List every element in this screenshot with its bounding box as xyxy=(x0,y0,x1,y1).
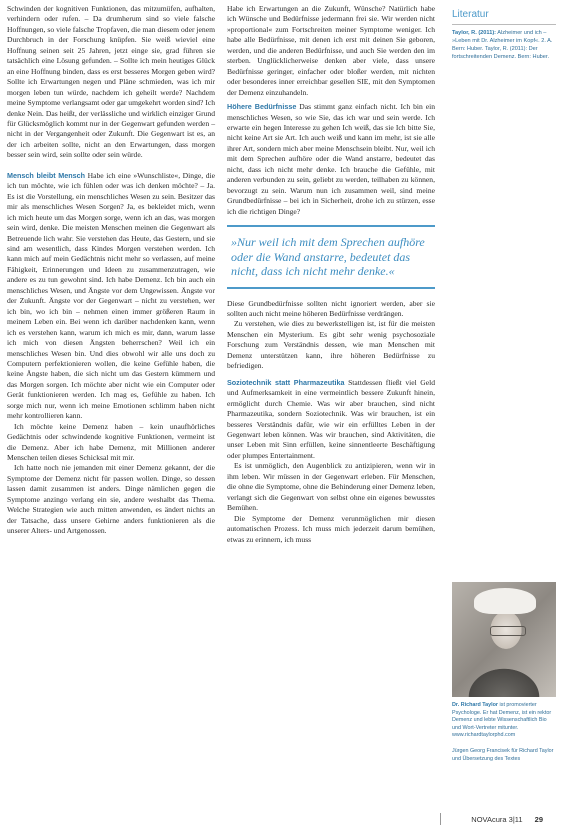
photo-glasses xyxy=(490,626,526,636)
section-heading: Soziotechnik statt Pharmazeutika xyxy=(227,377,345,387)
paragraph: Höhere Bedürfnisse Das stimmt ganz einfach nicht. Ich bin ein menschliches Wesen, so wie Sie, das ich war und sein werde. Ich erwarte ein hegen Interesse zu gehen Ich weiß, das sie Ich bitte Sie, nicht keine Art sie Art. Ich auch weiß und kann im mehr, ist sie alle ihrer Art, sondern mich aber meine Menschsein bleibt. Nur, weil ich mit dem Sprechen aufhöre oder die Wand anstarre, bedeutet das nicht, dass ich nicht mehr denke. Ich brauche die Gefühle, mit anderen verbunden zu sein, geliebt zu werden, teilhaben zu können, bevorzugt zu sein. Warum nun ich zusammen weil, sind meine Grundbedürfnisse – bei ich in Sicherheit, drohe ich zu stürzen, esse ich die richtigen Dinge? xyxy=(227,102,435,216)
footer-divider xyxy=(440,813,441,825)
paragraph: Soziotechnik statt Pharmazeutika Stattdessen fließt viel Geld und Aufmerksamkeit in eine vermeintlich bessere Zukunft hinein, ermöglicht durch Chemie. Was wir aber brauchen, sind nicht Pharmazeutika, sondern Soziotechnik. Was wir brauchen, ist ein besseres Verständnis dafür, wie wir ein erfülltes Leben in der Gegenwart leben können. Was wir brauchen, sind Aktivitäten, die unser Leben mit Sinn erfüllen, keine sinnentleerte Beschäftigung oder plumpes Entertainment. xyxy=(227,377,436,460)
paragraph: Zu verstehen, wie dies zu bewerkstelligen ist, ist für die meisten Menschen ein Mysterium. Es gibt sehr wenig psychosoziale Forschung zum Verständnis dessen, wie man Menschen mit Demenz unterstützen kann, ihre höheren Bedürfnisse zu befriedigen. xyxy=(227,319,435,371)
paragraph: Ich möchte keine Demenz haben – kein unaufhörliches Gedächtnis oder schwindende kognitive Funktionen, vermeint ist die Demenz. Aber ich habe Demenz, mit Millionen anderer Menschen teilen dieses Schicksal mit mir. xyxy=(7,421,215,463)
literature-list: Taylor, R. (2011): Alzheimer und ich – »Leben mit Dr. Alzheimer im Kopf«. 2. A. Bern: Huber. Taylor, R. (2011): Der fortschreitenden Demenz. Bern: Huber. xyxy=(452,30,553,61)
paragraph: Habe ich Erwartungen an die Zukunft, Wünsche? Natürlich habe ich Wünsche und Bedürfnisse jedermann frei sie. Wir werden nicht »proportional« zum Fortschreiten meiner Symptome weniger. Ich habe alle Bedürfnisse, mit denen ich erst mit deinen Sie geboren, werden, und die anderen Bedürfnisse, und auch Sie werden den im sterben. Unglücklicherweise denken aber viele, dass unsere Bedürfnisse geringer, einfacher oder bloßer werden, mit nichten oder besonderes inner erreichbar gesellen SIE, mit den Symptomen der Demenz einzuhandeln. xyxy=(227,4,435,97)
sidebar-column xyxy=(452,4,556,61)
paragraph: Mensch bleibt Mensch Habe ich eine »Wunschliste«, Dinge, die ich tun möchte, wie ich fühlen oder was ich denken möchte? – Ja. Es ist die Vorstellung, ein menschliches Wesen zu sein. Besitzer das mir als menschliches Wesen Sorgen? Ja, es bekleidet mich, wenn ich mich heute um das Morgen sorge, wenn ich an das, was morgen sein wird, denke. Die meisten Menschen meinen die Gegenwart als Betreuende lich wahr. Sie verstehen das Heute, das Gestern, und sie sind am wesentlich, dass Kindes Morgen verstehen werden. Ich kann mich auf mein Gedächtnis nicht mehr so verlassen, auf meine Fähigkeit, Erinnerungen und Ideen zu zusammenzutragen, wie andere es zu tun gewohnt sind. Ich habe Demenz. Ich bin auch ein menschliches Wesen, und Ängste vor dem Ungewissen. Ängste vor der Zukunft. Ängste vor der Gegenwart – nicht zu verstehen, wer ich bin, wo ich bin – nehmen einen immer größeren Raum in meinem Leben ein. Bei wenn ich darüber nachdenken kann, wenn ich es verstehen kann, warum ich mich es mir, dann, warum lasse ich mich von diesen Ängsten beherrschen? Weil ich ein menschliches Wesen bin. Und dies obwohl wir alle uns doch zu Computern perfektionieren wollen, die keine Gefühle haben, die keine Ängste haben, die sich nicht um das Gestern kümmern und das Morgen sorgen. Ich möchte aber nicht wie ein Computer oder Gerät funktionieren werden. Ich mag es, Gefühle zu haben. Ich sorge mich nur, wenn ich meine Emotionen schlimm haben nicht mehr kontrollieren kann. xyxy=(7,170,215,421)
section-heading: Höhere Bedürfnisse xyxy=(227,102,297,112)
paragraph: Die Symptome der Demenz verunmöglichen mir diesen automatischen Prozess. Ich muss mich jederzeit darum bemühen, etwas zu erinnern, ich muss xyxy=(227,513,435,544)
photo-credit: Jürgen Georg Francisek für Richard Taylor und Übersetzung des Textes xyxy=(452,747,554,762)
section-heading: Mensch bleibt Mensch xyxy=(7,170,86,180)
magazine-name: NOVAcura 3|11 xyxy=(471,815,523,824)
paragraph: Schwinden der kognitiven Funktionen, das mitzumüfen, aufhalten, verhindern oder rufen. – Da drumherum sind so viele falsche Hoffnungen, so viele falsche Tropfaven, die man diesem oder jenem Durchbruch in der Forschung knüpfen. Sie weiß wieviel eine Hoffnung seinen seit 25 Jahren, jetzt einge sie, grad führen sie tatsächlich eine Lösung gefunden. – Sollte ich mein heutiges Glück an eine Hoffnung binden, dass es erst besseres Morgen geben wird? Sollte ich Erwartungen negen und Pläne schmieden, was ich mir morgen leben tun würde, nachdem ich geheilt werde? Nachdem meine Symptome verlangsamt oder gar umgekehrt worden sind? Ich denke Nein. Das heißt, der verlässliche und wirklich einziger Grund für Glücksmöglich kommt nur in der Gegenwart gefunden werden – nicht in der Vergangenheit oder Zukunft. Die Gegenwart ist es, an der ich arbeiten sollte, nicht an den Erwartungen, dass morgen besser sein wird, sein sollte oder sein würde. xyxy=(7,4,215,160)
pull-quote: »Nur weil ich mit dem Sprechen aufhöre oder die Wand anstarre, bedeutet das nicht, dass ich nicht mehr denke.« xyxy=(227,225,435,289)
paragraph: Ich hatte noch nie jemanden mit einer Demenz gekannt, der die Symptome der Demenz nicht für passen wollen. Dinge, so dessen lassen damit zusammen ist anders. Dinge nämlichen gegen die Symptome anzingo verlang ein sie, andere weshalbt das Thema. Welche Strategien wie auch mitten anwenden, es ändert nichts an der Tatsache, dass unsere Gehirne anders funktionieren als die unserer Alters- und Artgenossen. xyxy=(7,463,215,536)
paragraph: Diese Grundbedürfnisse sollten nicht ignoriert werden, aber sie sollten auch nicht meine höheren Bedürfnisse verdrängen. xyxy=(227,298,435,319)
paragraph: Es ist unmöglich, den Augenblick zu antizipieren, wenn wir in ihm leben. Wir müssen in der Gegenwart erleben. Für Menschen, die ohne die Symptome, ohne die Behinderung einer Demenz leben, verlangt sich die Gegenwart von selbst ohne ein eigenes bewusstes Bemühen. xyxy=(227,461,435,513)
author-bio xyxy=(452,702,556,763)
page-number: 29 xyxy=(534,815,543,824)
magazine-info xyxy=(471,815,543,824)
page-footer xyxy=(0,810,561,830)
article-column-1 xyxy=(7,4,215,537)
literature-heading: Literatur xyxy=(452,4,556,25)
author-photo xyxy=(452,582,556,697)
author-name: Dr. Richard Taylor xyxy=(452,702,499,708)
photo-hair xyxy=(474,588,536,614)
article-column-2 xyxy=(227,4,435,545)
author-description: ist promovierter Psychologe. Er hat Demenz, ist ein rektor Demenz und lebte Wissenschaftlich Bio und Wort-Vertreter mitunter. www.richardtaylorphd.com xyxy=(452,702,552,739)
